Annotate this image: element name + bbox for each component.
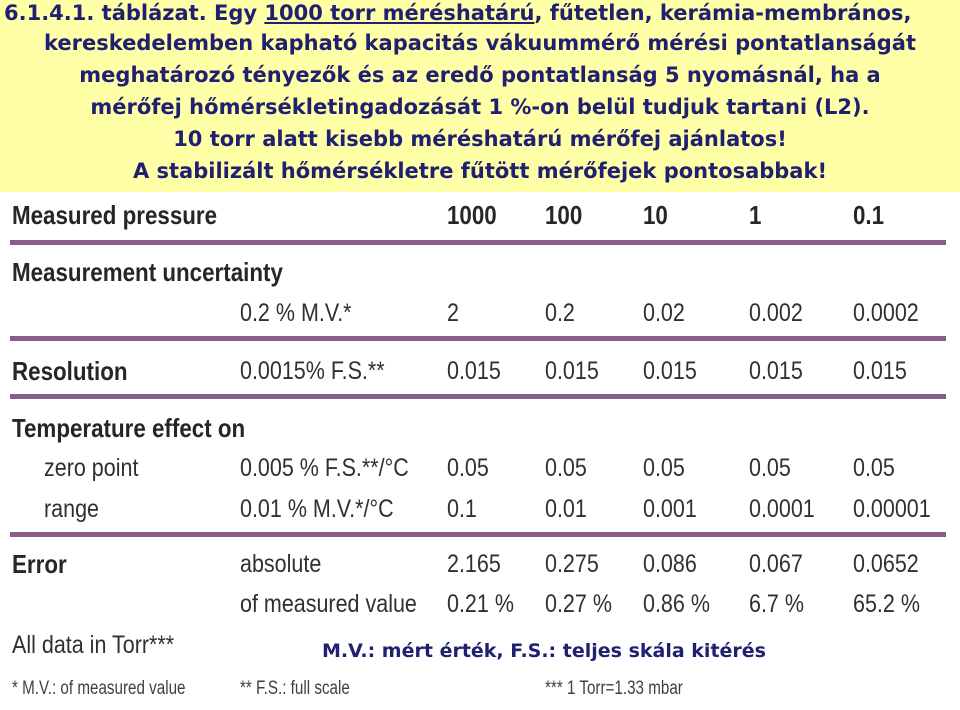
uncertainty-title: Measurement uncertainty <box>12 257 283 287</box>
zero-point-value-5: 0.05 <box>853 454 895 482</box>
range-value-5: 0.00001 <box>853 495 931 523</box>
abbreviation-legend: M.V.: mért érték, F.S.: teljes skála kitérés <box>322 640 766 662</box>
zero-point-value-4: 0.05 <box>749 454 791 482</box>
all-data-note: All data in Torr*** <box>12 631 175 659</box>
range-formula: 0.01 % M.V.*/°C <box>240 495 394 523</box>
temperature-title: Temperature effect on <box>12 413 246 443</box>
pressure-col-5: 0.1 <box>853 200 885 230</box>
pressure-col-4: 1 <box>749 200 762 230</box>
footnote-mv: * M.V.: of measured value <box>12 678 186 699</box>
zero-point-formula: 0.005 % F.S.**/°C <box>240 454 409 482</box>
range-value-2: 0.01 <box>545 495 587 523</box>
uncertainty-value-4: 0.002 <box>749 299 803 327</box>
caption-line-2: kereskedelemben kapható kapacitás vákuummérő mérési pontatlanságát <box>43 31 917 55</box>
resolution-value-4: 0.015 <box>749 357 803 385</box>
temperature-separator <box>10 532 946 537</box>
error-relative-value-2: 0.27 % <box>545 590 612 618</box>
caption-line-1 <box>4 0 960 28</box>
caption-line-1-underlined: 1000 torr méréshatárú <box>264 1 535 25</box>
range-value-4: 0.0001 <box>749 495 815 523</box>
uncertainty-value-1: 2 <box>447 299 459 327</box>
footnote-torr: *** 1 Torr=1.33 mbar <box>545 678 683 699</box>
pressure-col-1: 1000 <box>447 200 497 230</box>
error-absolute-value-5: 0.0652 <box>853 550 919 578</box>
header-separator <box>10 240 946 245</box>
resolution-title: Resolution <box>12 356 128 386</box>
error-relative-value-3: 0.86 % <box>643 590 710 618</box>
measured-pressure-label: Measured pressure <box>12 200 218 230</box>
resolution-value-1: 0.015 <box>447 357 501 385</box>
error-relative-value-5: 65.2 % <box>853 590 920 618</box>
footnote-fs: ** F.S.: full scale <box>240 678 350 699</box>
resolution-formula: 0.0015% F.S.** <box>240 357 385 385</box>
error-title: Error <box>12 549 67 579</box>
zero-point-value-3: 0.05 <box>643 454 685 482</box>
caption-line-5: 10 torr alatt kisebb méréshatárú mérőfej ajánlatos! <box>173 127 787 151</box>
range-value-3: 0.001 <box>643 495 697 523</box>
resolution-separator <box>10 394 946 399</box>
caption-header <box>0 0 960 192</box>
error-absolute-label: absolute <box>240 550 322 578</box>
error-absolute-value-3: 0.086 <box>643 550 697 578</box>
error-relative-value-1: 0.21 % <box>447 590 514 618</box>
error-relative-label: of measured value <box>240 590 417 618</box>
zero-point-value-2: 0.05 <box>545 454 587 482</box>
error-relative-value-4: 6.7 % <box>749 590 804 618</box>
range-value-1: 0.1 <box>447 495 477 523</box>
caption-line-1-suffix: , fűtetlen, kerámia-membrános, <box>534 1 912 25</box>
caption-line-6: A stabilizált hőmérsékletre fűtött mérőfejek pontosabbak! <box>132 159 828 183</box>
error-absolute-value-4: 0.067 <box>749 550 803 578</box>
caption-line-1-prefix: 6.1.4.1. táblázat. Egy <box>4 1 265 25</box>
uncertainty-value-2: 0.2 <box>545 299 575 327</box>
resolution-value-5: 0.015 <box>853 357 907 385</box>
uncertainty-value-5: 0.0002 <box>853 299 919 327</box>
error-absolute-value-2: 0.275 <box>545 550 599 578</box>
uncertainty-formula: 0.2 % M.V.* <box>240 299 352 327</box>
caption-line-3: meghatározó tényezők és az eredő pontatlanság 5 nyomásnál, ha a <box>79 63 881 87</box>
zero-point-value-1: 0.05 <box>447 454 489 482</box>
uncertainty-value-3: 0.02 <box>643 299 685 327</box>
caption-line-4: mérőfej hőmérsékletingadozását 1 %-on belül tudjuk tartani (L2). <box>90 95 870 119</box>
uncertainty-separator <box>10 336 946 341</box>
pressure-col-3: 10 <box>643 200 668 230</box>
resolution-value-2: 0.015 <box>545 357 599 385</box>
resolution-value-3: 0.015 <box>643 357 697 385</box>
pressure-col-2: 100 <box>545 200 583 230</box>
range-label: range <box>44 495 99 523</box>
zero-point-label: zero point <box>44 454 139 482</box>
error-absolute-value-1: 2.165 <box>447 550 501 578</box>
